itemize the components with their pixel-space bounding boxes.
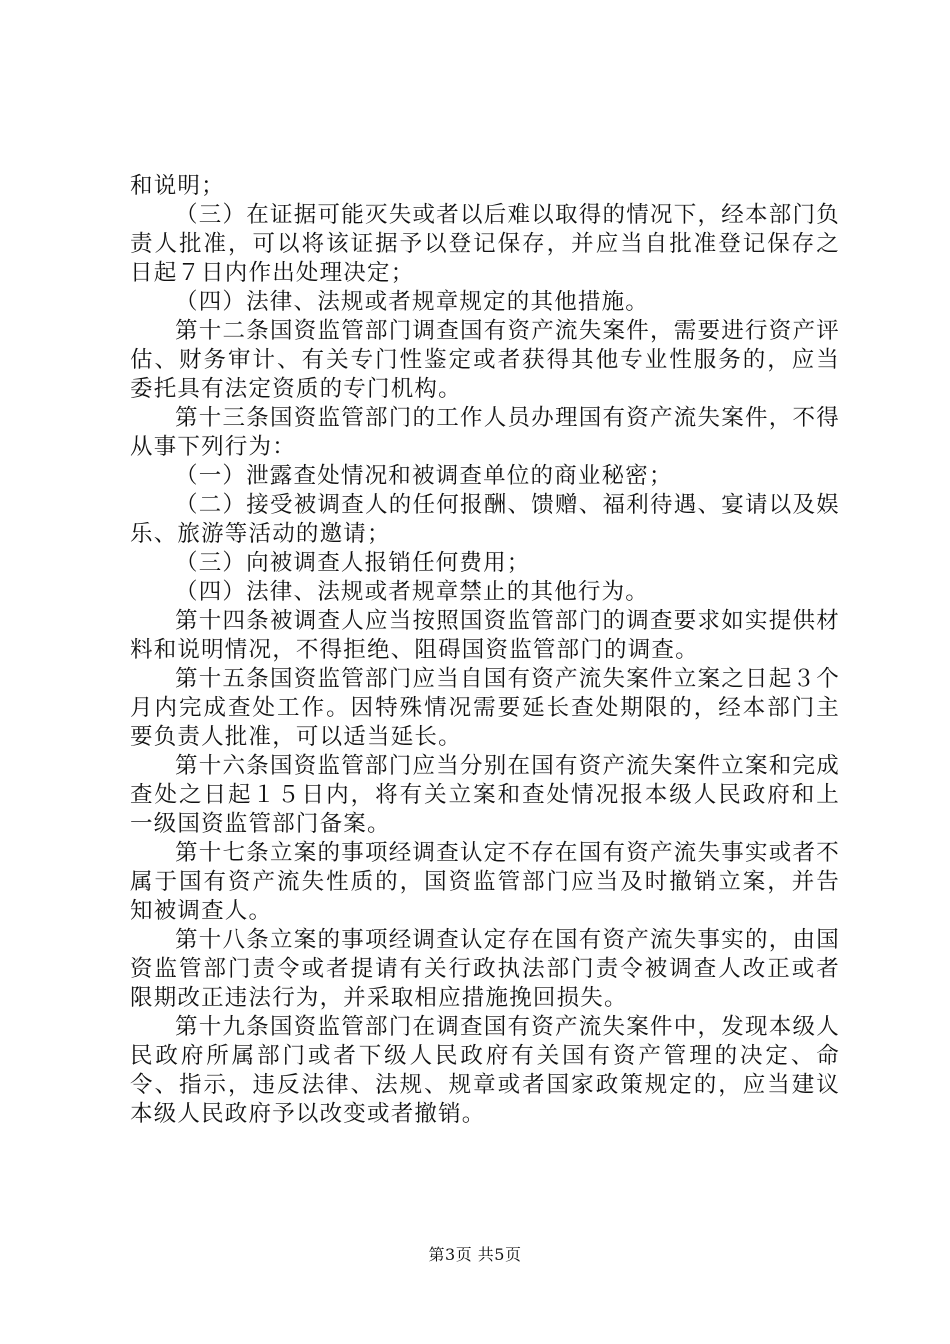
paragraph-7: （二）接受被调查人的任何报酬、馈赠、福利待遇、宴请以及娱乐、旅游等活动的邀请； [130, 492, 840, 547]
page-footer [0, 1242, 950, 1265]
paragraph-14: 第十八条立案的事项经调查认定存在国有资产流失事实的，由国资监管部门责令或者提请有关行政执法部门责令被调查人改正或者限期改正违法行为，并采取相应措施挽回损失。 [130, 927, 840, 1011]
document-body [130, 172, 840, 1129]
paragraph-2: （三）在证据可能灭失或者以后难以取得的情况下，经本部门负责人批准，可以将该证据予以登记保存，并应当自批准登记保存之日起７日内作出处理决定； [130, 202, 840, 286]
paragraph-12: 第十六条国资监管部门应当分别在国有资产流失案件立案和完成查处之日起１５日内，将有关立案和查处情况报本级人民政府和上一级国资监管部门备案。 [130, 753, 840, 837]
paragraph-13: 第十七条立案的事项经调查认定不存在国有资产流失事实或者不属于国有资产流失性质的，国资监管部门应当及时撤销立案，并告知被调查人。 [130, 840, 840, 924]
paragraph-10: 第十四条被调查人应当按照国资监管部门的调查要求如实提供材料和说明情况，不得拒绝、阻碍国资监管部门的调查。 [130, 608, 840, 663]
paragraph-6: （一）泄露查处情况和被调查单位的商业秘密； [175, 463, 673, 489]
page-number-label: 第3页 共5页 [428, 1245, 522, 1264]
paragraph-11: 第十五条国资监管部门应当自国有资产流失案件立案之日起３个月内完成查处工作。因特殊情况需要延长查处期限的，经本部门主要负责人批准，可以适当延长。 [130, 666, 840, 750]
paragraph-3: （四）法律、法规或者规章规定的其他措施。 [175, 289, 650, 315]
paragraph-9: （四）法律、法规或者规章禁止的其他行为。 [175, 579, 650, 605]
paragraph-4: 第十二条国资监管部门调查国有资产流失案件，需要进行资产评估、财务审计、有关专门性鉴定或者获得其他专业性服务的，应当委托具有法定资质的专门机构。 [130, 318, 840, 402]
paragraph-8: （三）向被调查人报销任何费用； [175, 550, 531, 576]
paragraph-1: 和说明； [130, 173, 225, 199]
paragraph-15: 第十九条国资监管部门在调查国有资产流失案件中，发现本级人民政府所属部门或者下级人民政府有关国有资产管理的决定、命令、指示，违反法律、法规、规章或者国家政策规定的，应当建议本级人民政府予以改变或者撤销。 [130, 1014, 840, 1127]
paragraph-5: 第十三条国资监管部门的工作人员办理国有资产流失案件，不得从事下列行为： [130, 405, 840, 460]
